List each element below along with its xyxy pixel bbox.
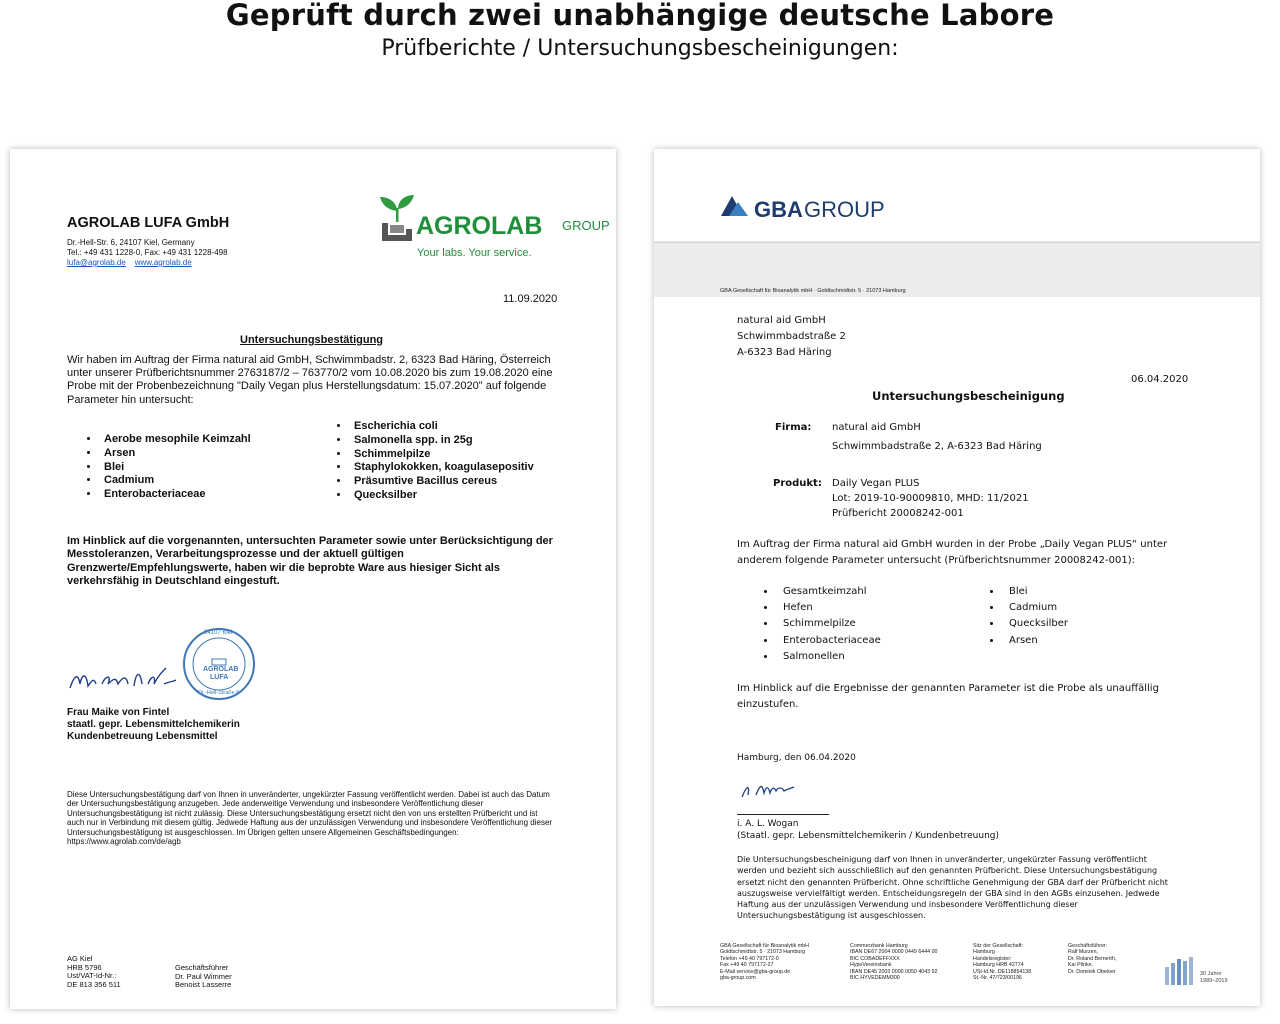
anniversary-badge-icon <box>1164 955 1198 985</box>
list-item: • Enterobacteriaceae <box>776 633 881 649</box>
stamp-bottom-text: Dr.-Hell-Straße 6 <box>198 690 240 696</box>
lab-company-name: AGROLAB LUFA GmbH <box>67 215 230 231</box>
lab-stamp <box>182 627 256 706</box>
gba-logo-icon <box>720 194 750 218</box>
agrolab-tagline: Your labs. Your service. <box>417 247 532 259</box>
footer-bank: Commerzbank Hamburg IBAN DE67 2004 0000 0449 6444 00 BIC COBADEFFXXX HypoVereinsbank IBAN DE45 2003 0000 0050 4043 92 BIC HYVEDEMM300 <box>850 943 938 982</box>
produkt-details: Daily Vegan PLUS Lot: 2019-10-90009810, MHD: 11/2021 Prüfbericht 20008242-001 <box>832 478 1029 519</box>
disclaimer: Diese Untersuchungsbestätigung darf von Ihnen in unveränderter, ungekürzter Fassung veröffentlicht werden. Dabei ist auch das Datum der Untersuchungsbestätigung anzugeben. Jede anderweitige Verwendung und insbesondere Veröffentlichung dieser Untersuchungsbestätigung ist nicht zulässig. Diese Untersuchungsbestätigung ersetzt nicht den von uns erstellten Prüfbericht und ist auch nur in Verbindung mit diesem gültig. Jedwede Haftung aus der unzulässigen Verwendung und insbesondere Veröffentlichung dieser Untersuchungsbestätigung ist ausgeschlossen. Im Übrigen gelten unsere Allgemeinen Geschäftsbedingungen: https://www.agrolab.com/de/agb <box>67 790 553 847</box>
firma-label: Firma: <box>775 422 812 433</box>
footer-management: Geschäftsführer Dr. Paul Wimmer Benoist Lasserre <box>175 963 232 990</box>
gba-logo-text: GBA <box>754 197 803 222</box>
divider <box>654 242 1260 243</box>
list-item: • Schimmelpilze <box>776 616 881 632</box>
list-item: • Blei <box>1002 584 1068 600</box>
assessment-text: Im Hinblick auf die Ergebnisse der genannten Parameter ist die Probe als unauffällig einzustufen. <box>737 683 1159 710</box>
document-body: Wir haben im Auftrag der Firma natural aid GmbH, Schwimmbadstr. 2, 6323 Bad Häring, Österreich unter unserer Prüfberichtsnummer 2763187/2 – 763770/2 vom 10.08.2020 bis zum 19.08.2020 eine Probe mit der Probenbezeichnung "Daily Vegan plus Herstellungsdatum: 15.07.2020" auf folgende Parameter hin untersucht: <box>67 354 553 406</box>
stamp-name-2: LUFA <box>210 674 229 681</box>
email-link[interactable]: lufa@agrolab.de <box>67 258 126 267</box>
list-item: • Schimmelpilze <box>350 448 534 462</box>
list-item: • Salmonella spp. in 25g <box>350 434 534 448</box>
website-link[interactable]: www.agrolab.de <box>134 258 192 267</box>
document-date: 11.09.2020 <box>503 293 558 305</box>
list-item: • Arsen <box>100 447 251 461</box>
recipient-address: natural aid GmbH Schwimmbadstraße 2 A-6323 Bad Häring <box>737 315 846 358</box>
parameter-list <box>100 433 251 502</box>
produkt-label: Produkt: <box>773 478 822 489</box>
agrolab-logo-text: AGROLAB <box>416 212 543 240</box>
anniversary-badge-text: 30 Jahre 1989–2019 <box>1200 971 1228 984</box>
list-item: • Blei <box>100 461 251 475</box>
parameter-list <box>776 584 881 665</box>
list-item: • Enterobacteriaceae <box>100 488 251 502</box>
lab-address: Dr.-Hell-Str. 6, 24107 Kiel, Germany Tel.: +49 431 1228-0, Fax: +49 431 1228-498 lufa@agrolab.de www.agrolab.de <box>67 238 228 267</box>
list-item: • Staphylokokken, koagulasepositiv <box>350 461 534 475</box>
list-item: • Quecksilber <box>350 489 534 503</box>
signer-block: Frau Maike von Fintel staatl. gepr. Lebensmittelchemikerin Kundenbetreuung Lebensmittel <box>67 707 240 742</box>
list-item: • Escherichia coli <box>350 420 534 434</box>
document-body: Im Auftrag der Firma natural aid GmbH wurden in der Probe „Daily Vegan PLUS“ unter anderem folgende Parameter untersucht (Prüfberichtsnummer 20008242-001): <box>737 539 1168 566</box>
disclaimer: Die Untersuchungsbescheinigung darf von Ihnen in unveränderter, ungekürzter Fassung veröffentlicht werden und bezieht sich ausschließlich auf den genannten Prüfbericht. Diese Untersuchungsbestätigung ersetzt nicht den genannten Prüfbericht. Ohne schriftliche Genehmigung der GBA darf der Prüfbericht nicht auszugsweise vervielfältigt werden. Entscheidungsregeln der GBA sind in den AGBs einzusehen. Jedwede Haftung aus der unzulässigen Verwendung und insbesondere Veröffentlichung dieser Untersuchungsbestätigung ist ausgeschlossen. <box>737 855 1168 921</box>
page-subtitle: Prüfberichte / Untersuchungsbescheinigungen: <box>381 36 899 61</box>
firma-details: natural aid GmbH Schwimmbadstraße 2, A-6323 Bad Häring <box>832 422 1042 452</box>
list-item: • Arsen <box>1002 633 1068 649</box>
list-item: • Cadmium <box>1002 600 1068 616</box>
agrolab-logo-icon <box>376 191 418 243</box>
list-item: • Aerobe mesophile Keimzahl <box>100 433 251 447</box>
footer-registry: AG Kiel HRB 5796 Ust/VAT-Id-Nr.: DE 813 356 511 <box>67 954 121 989</box>
list-item: • Salmonellen <box>776 649 881 665</box>
document-heading: Untersuchungsbescheinigung <box>872 389 1065 403</box>
place-date: Hamburg, den 06.04.2020 <box>737 753 856 763</box>
signer-block: i. A. L. Wogan (Staatl. gepr. Lebensmittelchemikerin / Kundenbetreuung) <box>737 819 1000 841</box>
stamp-top-text: 24107 Kiel <box>204 630 233 636</box>
footer-registry: Sitz der Gesellschaft: Hamburg Handelsregister: Hamburg HRB 42774 USt-Id.Nr. DE118854138 St.-Nr. 47/723/00196 <box>973 943 1032 982</box>
signature-line <box>737 814 829 815</box>
list-item: • Hefen <box>776 600 881 616</box>
footer-management: Geschäftsführer: Ralf Murzen, Dr. Roland Bernerth, Kai Plinke, Dr. Dominik Obeloer <box>1068 943 1117 975</box>
parameter-list <box>350 420 534 503</box>
assessment-text: Im Hinblick auf die vorgenannten, untersuchten Parameter sowie unter Berücksichtigung der Messtoleranzen, Verarbeitungsprozesse und der aktuell gültigen Grenzwerte/Empfehlungswerte, haben wir die beprobte Ware aus hiesiger Sicht als verkehrsfähig in Deutschland eingestuft. <box>67 535 553 587</box>
signature <box>738 775 808 803</box>
list-item: • Cadmium <box>100 474 251 488</box>
agrolab-logo-group: GROUP <box>562 218 610 233</box>
signature <box>68 662 178 694</box>
page-title: Geprüft durch zwei unabhängige deutsche Labore <box>225 0 1055 32</box>
list-item: • Präsumtive Bacillus cereus <box>350 475 534 489</box>
footer-company: GBA Gesellschaft für Bioanalytik mbH Goldtschmidtstr. 5 · 21073 Hamburg Telefon +49 40 797172-0 Fax +49 40 797172-27 E-Mail service@gba-group.de gba-group.com <box>720 943 809 982</box>
list-item: • Quecksilber <box>1002 616 1068 632</box>
stamp-name: AGROLAB <box>203 666 239 673</box>
document-date: 06.04.2020 <box>1131 374 1189 385</box>
sender-line: GBA Gesellschaft für Bioanalytik mbH · Goldtschmidtstr. 5 · 21073 Hamburg <box>720 288 906 294</box>
parameter-list <box>1002 584 1068 649</box>
list-item: • Gesamtkeimzahl <box>776 584 881 600</box>
agrolab-certificate <box>10 149 616 1009</box>
gba-logo-group: GROUP <box>804 197 885 222</box>
gba-certificate <box>654 149 1260 1006</box>
document-heading: Untersuchungsbestätigung <box>240 334 384 346</box>
